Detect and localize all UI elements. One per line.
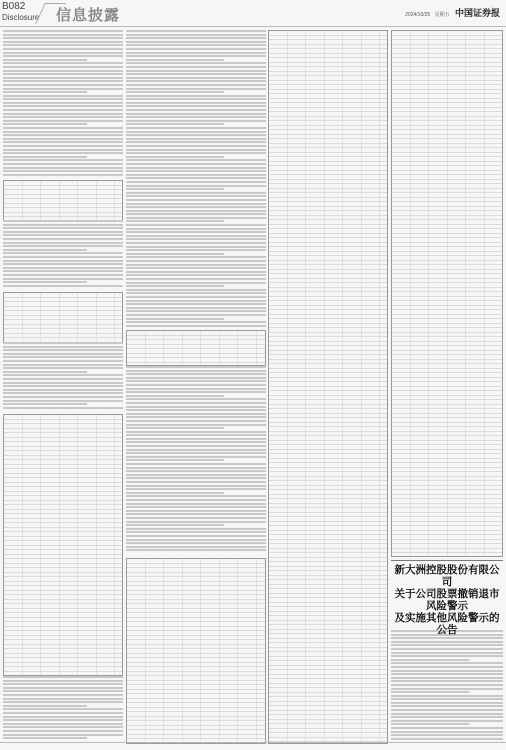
text-line bbox=[3, 360, 123, 362]
text-line bbox=[126, 95, 266, 97]
text-line bbox=[3, 48, 123, 50]
text-line bbox=[391, 641, 503, 643]
text-line bbox=[126, 267, 266, 269]
page-en: Disclosure bbox=[2, 13, 40, 22]
text-line bbox=[3, 70, 123, 72]
text-line bbox=[126, 37, 266, 39]
text-line bbox=[3, 224, 123, 226]
text-line bbox=[3, 91, 87, 93]
text-line bbox=[126, 88, 266, 90]
text-line bbox=[126, 300, 266, 302]
text-line bbox=[391, 698, 503, 700]
data-table bbox=[126, 558, 266, 744]
text-line bbox=[126, 48, 266, 50]
text-line bbox=[3, 80, 123, 82]
text-line bbox=[126, 409, 266, 411]
text-line bbox=[3, 407, 123, 409]
text-line bbox=[126, 314, 266, 316]
text-line bbox=[126, 152, 266, 154]
text-line bbox=[126, 470, 266, 472]
text-line bbox=[126, 271, 266, 273]
text-line bbox=[3, 716, 123, 718]
notice-title-line-1: 关于公司股票撤销退市风险警示 bbox=[394, 588, 500, 612]
text-line bbox=[126, 149, 266, 151]
text-line bbox=[126, 192, 266, 194]
text-line bbox=[126, 427, 224, 429]
text-line bbox=[3, 400, 123, 402]
text-line bbox=[3, 84, 123, 86]
text-line bbox=[3, 141, 123, 143]
text-line bbox=[126, 521, 266, 523]
text-line bbox=[3, 41, 123, 43]
text-line bbox=[3, 120, 123, 122]
text-line bbox=[3, 116, 123, 118]
text-line bbox=[3, 98, 123, 100]
text-line bbox=[391, 709, 503, 711]
text-line bbox=[391, 644, 503, 646]
text-line bbox=[126, 445, 266, 447]
text-line bbox=[126, 413, 266, 415]
text-line bbox=[3, 371, 87, 373]
text-line bbox=[3, 170, 123, 172]
text-line bbox=[3, 701, 123, 703]
text-line bbox=[126, 77, 266, 79]
text-line bbox=[126, 535, 266, 537]
text-line bbox=[126, 174, 266, 176]
data-table bbox=[3, 414, 123, 676]
text-line bbox=[3, 364, 123, 366]
text-line bbox=[391, 659, 469, 661]
text-line bbox=[126, 116, 266, 118]
text-line bbox=[126, 416, 266, 418]
text-line bbox=[3, 149, 123, 151]
page-number bbox=[2, 3, 39, 22]
text-line bbox=[3, 77, 123, 79]
notice-headline bbox=[391, 564, 503, 636]
text-line bbox=[391, 688, 503, 690]
text-line bbox=[126, 145, 266, 147]
text-line bbox=[126, 98, 266, 100]
text-line bbox=[126, 131, 266, 133]
text-line bbox=[391, 702, 503, 704]
text-line bbox=[391, 713, 503, 715]
text-line bbox=[3, 231, 123, 233]
text-line bbox=[126, 52, 266, 54]
text-line bbox=[126, 260, 266, 262]
text-line bbox=[3, 123, 87, 125]
text-line bbox=[126, 246, 266, 248]
text-line bbox=[126, 156, 224, 158]
text-line bbox=[126, 398, 266, 400]
text-line bbox=[3, 73, 123, 75]
text-line bbox=[391, 673, 503, 675]
text-line bbox=[126, 485, 266, 487]
column-1 bbox=[3, 30, 123, 742]
text-line bbox=[126, 274, 266, 276]
text-line bbox=[3, 353, 123, 355]
text-line bbox=[126, 292, 266, 294]
text-line bbox=[3, 274, 123, 276]
text-line bbox=[126, 424, 266, 426]
text-line bbox=[126, 199, 266, 201]
text-line bbox=[3, 44, 123, 46]
text-line bbox=[126, 123, 224, 125]
text-line bbox=[126, 289, 266, 291]
text-line bbox=[391, 727, 503, 729]
text-line bbox=[126, 134, 266, 136]
text-line bbox=[126, 220, 224, 222]
text-line bbox=[3, 234, 123, 236]
text-line bbox=[126, 488, 266, 490]
text-line bbox=[126, 73, 266, 75]
text-line bbox=[3, 680, 123, 682]
text-line bbox=[3, 676, 123, 678]
text-line bbox=[3, 256, 123, 258]
text-line bbox=[3, 723, 123, 725]
text-line bbox=[126, 474, 266, 476]
notice-top-rule bbox=[391, 560, 503, 561]
text-line bbox=[3, 242, 123, 244]
text-line bbox=[126, 185, 266, 187]
text-line bbox=[3, 220, 123, 222]
text-line bbox=[126, 34, 266, 36]
text-line bbox=[126, 517, 266, 519]
text-line bbox=[126, 62, 266, 64]
text-line bbox=[3, 159, 123, 161]
text-line bbox=[126, 542, 266, 544]
text-line bbox=[126, 402, 266, 404]
text-line bbox=[3, 95, 123, 97]
text-line bbox=[126, 206, 266, 208]
text-line bbox=[126, 441, 266, 443]
text-line bbox=[126, 70, 266, 72]
text-line bbox=[3, 37, 123, 39]
text-line bbox=[126, 449, 266, 451]
text-line bbox=[391, 705, 503, 707]
text-line bbox=[3, 683, 123, 685]
text-line bbox=[3, 719, 123, 721]
text-line bbox=[391, 677, 503, 679]
data-table bbox=[3, 292, 123, 344]
body-text bbox=[391, 630, 503, 742]
text-line bbox=[3, 349, 123, 351]
text-line bbox=[126, 59, 224, 61]
text-line bbox=[126, 167, 266, 169]
text-line bbox=[3, 392, 123, 394]
notice-title-line-2: 及实施其他风险警示的公告 bbox=[394, 612, 500, 636]
text-line bbox=[3, 378, 123, 380]
text-line bbox=[3, 737, 87, 739]
text-line bbox=[126, 159, 266, 161]
text-line bbox=[126, 217, 266, 219]
text-line bbox=[126, 325, 266, 327]
text-line bbox=[391, 680, 503, 682]
text-line bbox=[3, 342, 123, 344]
text-line bbox=[391, 637, 503, 639]
text-line bbox=[126, 524, 224, 526]
text-line bbox=[126, 506, 266, 508]
body-text bbox=[3, 220, 123, 290]
text-line bbox=[3, 403, 87, 405]
text-line bbox=[3, 734, 123, 736]
text-line bbox=[126, 431, 266, 433]
text-line bbox=[126, 366, 266, 368]
text-line bbox=[126, 452, 266, 454]
text-line bbox=[391, 655, 503, 657]
text-line bbox=[391, 648, 503, 650]
body-text bbox=[3, 30, 123, 180]
text-line bbox=[391, 720, 503, 722]
text-line bbox=[126, 109, 266, 111]
text-line bbox=[3, 389, 123, 391]
text-line bbox=[3, 367, 123, 369]
text-line bbox=[3, 730, 123, 732]
text-line bbox=[3, 105, 123, 107]
text-line bbox=[126, 253, 224, 255]
text-line bbox=[126, 127, 266, 129]
text-line bbox=[126, 105, 266, 107]
text-line bbox=[3, 238, 123, 240]
text-line bbox=[126, 177, 266, 179]
text-line bbox=[126, 546, 266, 548]
text-line bbox=[391, 731, 503, 733]
text-line bbox=[126, 296, 266, 298]
text-line bbox=[126, 278, 266, 280]
text-line bbox=[126, 228, 266, 230]
text-line bbox=[126, 513, 266, 515]
body-text bbox=[126, 30, 266, 330]
page-code: B082 bbox=[2, 1, 26, 12]
text-line bbox=[126, 499, 266, 501]
text-line bbox=[3, 163, 123, 165]
text-line bbox=[3, 227, 123, 229]
text-line bbox=[391, 670, 503, 672]
text-line bbox=[3, 726, 123, 728]
text-line bbox=[126, 539, 266, 541]
text-line bbox=[3, 249, 87, 251]
text-line bbox=[126, 102, 266, 104]
text-line bbox=[3, 127, 123, 129]
text-line bbox=[3, 167, 123, 169]
text-line bbox=[126, 264, 266, 266]
text-line bbox=[126, 438, 266, 440]
text-line bbox=[126, 510, 266, 512]
text-line bbox=[126, 377, 266, 379]
text-line bbox=[3, 113, 123, 115]
text-line bbox=[126, 44, 266, 46]
column-3 bbox=[268, 30, 388, 742]
body-text bbox=[3, 342, 123, 412]
text-line bbox=[3, 109, 123, 111]
text-line bbox=[3, 263, 123, 265]
text-line bbox=[3, 245, 123, 247]
text-line bbox=[126, 307, 266, 309]
text-line bbox=[3, 267, 123, 269]
issue-date: 2024/10/25 bbox=[405, 12, 431, 18]
text-line bbox=[126, 256, 266, 258]
text-line bbox=[3, 252, 123, 254]
header-rule bbox=[0, 26, 506, 27]
text-line bbox=[391, 738, 503, 740]
text-line bbox=[3, 260, 123, 262]
text-line bbox=[126, 395, 224, 397]
text-line bbox=[126, 477, 266, 479]
text-line bbox=[126, 459, 224, 461]
text-line bbox=[3, 152, 123, 154]
text-line bbox=[391, 662, 503, 664]
text-line bbox=[126, 318, 224, 320]
text-line bbox=[391, 652, 503, 654]
text-line bbox=[126, 41, 266, 43]
text-line bbox=[126, 549, 266, 551]
text-line bbox=[126, 231, 266, 233]
text-line bbox=[126, 170, 266, 172]
text-line bbox=[126, 181, 266, 183]
text-line bbox=[3, 131, 123, 133]
data-table bbox=[3, 180, 123, 222]
text-line bbox=[391, 734, 503, 736]
text-line bbox=[391, 691, 469, 693]
text-line bbox=[391, 716, 503, 718]
data-table bbox=[126, 330, 266, 366]
text-line bbox=[126, 242, 266, 244]
text-line bbox=[3, 356, 123, 358]
text-line bbox=[126, 84, 266, 86]
text-line bbox=[126, 456, 266, 458]
masthead-right bbox=[405, 6, 500, 19]
text-line bbox=[126, 213, 266, 215]
text-line bbox=[126, 434, 266, 436]
text-line bbox=[3, 270, 123, 272]
text-line bbox=[3, 687, 123, 689]
text-line bbox=[391, 723, 469, 725]
text-line bbox=[126, 138, 266, 140]
text-line bbox=[3, 134, 123, 136]
text-line bbox=[126, 113, 266, 115]
text-line bbox=[3, 34, 123, 36]
text-line bbox=[126, 373, 266, 375]
text-line bbox=[126, 528, 266, 530]
text-line bbox=[126, 30, 266, 32]
footer-rule bbox=[0, 742, 506, 743]
masthead bbox=[0, 0, 506, 26]
text-line bbox=[391, 695, 503, 697]
text-line bbox=[3, 278, 123, 280]
text-line bbox=[126, 210, 266, 212]
text-line bbox=[3, 88, 123, 90]
text-line bbox=[126, 310, 266, 312]
text-line bbox=[126, 141, 266, 143]
issue-weekday: 星期五 bbox=[434, 12, 450, 18]
text-line bbox=[3, 705, 87, 707]
section-title: 信息披露 bbox=[56, 6, 121, 24]
text-line bbox=[126, 91, 224, 93]
text-line bbox=[126, 406, 266, 408]
text-line bbox=[3, 55, 123, 57]
body-text bbox=[126, 366, 266, 556]
text-line bbox=[3, 382, 123, 384]
text-line bbox=[126, 303, 266, 305]
text-line bbox=[126, 463, 266, 465]
text-line bbox=[3, 59, 87, 61]
text-line bbox=[3, 690, 123, 692]
text-line bbox=[126, 163, 266, 165]
text-line bbox=[126, 195, 266, 197]
text-line bbox=[126, 235, 266, 237]
text-line bbox=[126, 238, 266, 240]
text-line bbox=[3, 66, 123, 68]
text-line bbox=[126, 391, 266, 393]
text-line bbox=[126, 467, 266, 469]
text-line bbox=[126, 420, 266, 422]
text-line bbox=[3, 385, 123, 387]
text-line bbox=[126, 249, 266, 251]
text-line bbox=[3, 30, 123, 32]
data-table bbox=[391, 30, 503, 557]
text-line bbox=[126, 203, 266, 205]
text-line bbox=[126, 55, 266, 57]
text-line bbox=[3, 396, 123, 398]
text-line bbox=[3, 145, 123, 147]
text-line bbox=[3, 708, 123, 710]
newspaper-name: 中国证券报 bbox=[454, 9, 500, 19]
text-line bbox=[3, 712, 123, 714]
data-table bbox=[268, 30, 388, 744]
text-line bbox=[3, 62, 123, 64]
text-line bbox=[126, 495, 266, 497]
text-line bbox=[3, 694, 123, 696]
text-line bbox=[391, 666, 503, 668]
text-line bbox=[126, 380, 266, 382]
text-line bbox=[126, 388, 266, 390]
body-text bbox=[3, 676, 123, 742]
text-line bbox=[126, 531, 266, 533]
text-line bbox=[126, 492, 224, 494]
text-line bbox=[126, 321, 266, 323]
text-line bbox=[126, 285, 224, 287]
text-line bbox=[3, 698, 123, 700]
text-line bbox=[391, 684, 503, 686]
text-line bbox=[3, 281, 87, 283]
notice-company: 新大洲控股股份有限公司 bbox=[394, 564, 500, 588]
text-line bbox=[3, 346, 123, 348]
text-line bbox=[3, 52, 123, 54]
text-line bbox=[126, 224, 266, 226]
text-line bbox=[3, 374, 123, 376]
text-line bbox=[3, 285, 123, 287]
text-line bbox=[3, 156, 87, 158]
text-line bbox=[126, 384, 266, 386]
text-line bbox=[126, 481, 266, 483]
text-line bbox=[126, 370, 266, 372]
column-2 bbox=[126, 30, 266, 742]
text-line bbox=[3, 174, 123, 176]
text-line bbox=[126, 66, 266, 68]
text-line bbox=[126, 503, 266, 505]
text-line bbox=[126, 282, 266, 284]
text-line bbox=[126, 80, 266, 82]
text-line bbox=[126, 120, 266, 122]
text-line bbox=[3, 138, 123, 140]
text-line bbox=[3, 102, 123, 104]
text-line bbox=[126, 188, 224, 190]
